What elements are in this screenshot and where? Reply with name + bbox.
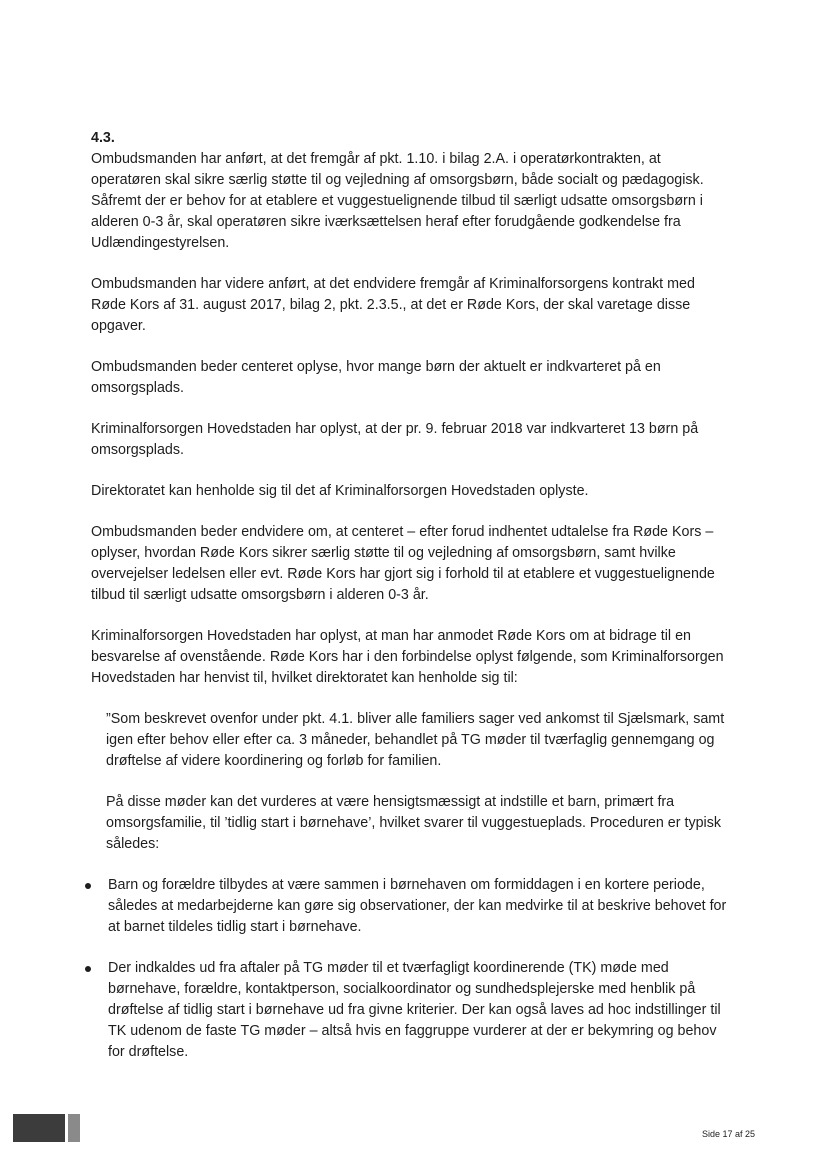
footer-logo-accent — [68, 1114, 80, 1142]
document-body — [91, 128, 727, 1083]
bullet-item-2: Der indkaldes ud fra aftaler på TG møder til et tværfagligt koordinerende (TK) møde med børnehave, forældre, kontaktperson, socialkoordinator og sundhedsplejerske med henblik på drøftelse af tidlig start i børnehave ud fra givne kriterier. Der kan også laves ad hoc indstillinger til TK udenom de faste TG møder – altså hvis en faggruppe vurderer at der er bekymring og behov for drøftelse. — [91, 958, 727, 1063]
paragraph-2: Ombudsmanden har videre anført, at det endvidere fremgår af Kriminalforsorgens kontrakt med Røde Kors af 31. august 2017, bilag 2, pkt. 2.3.5., at det er Røde Kors, der skal varetage disse opgaver. — [91, 276, 695, 334]
section-number: 4.3. — [91, 130, 115, 146]
bullet-list — [91, 875, 727, 1063]
paragraph-1: Ombudsmanden har anført, at det fremgår af pkt. 1.10. i bilag 2.A. i operatørkontrakten, at operatøren skal sikre særlig støtte til og vejledning af omsorgsbørn, både socialt og pædagogisk. Såfremt der er behov for at etablere et vuggestuelignende tilbud til særligt udsatte omsorgsbørn i alderen 0-3 år, skal operatøren sikre iværksættelsen heraf efter forudgående godkendelse fra Udlændingestyrelsen. — [91, 151, 704, 251]
paragraph-6: Ombudsmanden beder endvidere om, at centeret – efter forud indhentet udtalelse fra Røde Kors – oplyser, hvordan Røde Kors sikrer særlig støtte til og vejledning af omsorgsbørn, samt hvilke overvejelser ledelsen eller evt. Røde Kors har gjort sig i forhold til at etablere et vuggestuelignende tilbud til særligt udsatte omsorgsbørn i alderen 0-3 år. — [91, 524, 715, 603]
paragraph-5: Direktoratet kan henholde sig til det af Kriminalforsorgen Hovedstaden oplyste. — [91, 483, 589, 499]
bullet-item-1: Barn og forældre tilbydes at være sammen i børnehaven om formiddagen i en kortere periode, således at medarbejderne kan gøre sig observationer, der kan medvirke til at beskrive behovet for at barnet tildeles tidlig start i børnehave. — [91, 875, 727, 938]
paragraph-7: Kriminalforsorgen Hovedstaden har oplyst, at man har anmodet Røde Kors om at bidrage til en besvarelse af ovenstående. Røde Kors har i den forbindelse oplyst følgende, som Kriminalforsorgen Hovedstaden har henvist til, hvilket direktoratet kan henholde sig til: — [91, 628, 724, 686]
page-number: Side 17 af 25 — [702, 1129, 756, 1139]
paragraph-3: Ombudsmanden beder centeret oplyse, hvor mange børn der aktuelt er indkvarteret på en omsorgsplads. — [91, 359, 661, 396]
footer-logo-bar — [13, 1114, 65, 1142]
paragraph-4: Kriminalforsorgen Hovedstaden har oplyst, at der pr. 9. februar 2018 var indkvarteret 13 børn på omsorgsplads. — [91, 421, 699, 458]
quote-paragraph-1: ”Som beskrevet ovenfor under pkt. 4.1. bliver alle familiers sager ved ankomst til Sjælsmark, samt igen efter behov eller efter ca. 3 måneder, behandlet på TG møder til tværfaglig gennemgang og drøftelse af videre koordinering og forløb for familien. — [106, 711, 725, 769]
quote-paragraph-2: På disse møder kan det vurderes at være hensigtsmæssigt at indstille et barn, primært fra omsorgsfamilie, til ’tidlig start i børnehave’, hvilket svarer til vuggestueplads. Proceduren er typisk således: — [106, 794, 722, 852]
